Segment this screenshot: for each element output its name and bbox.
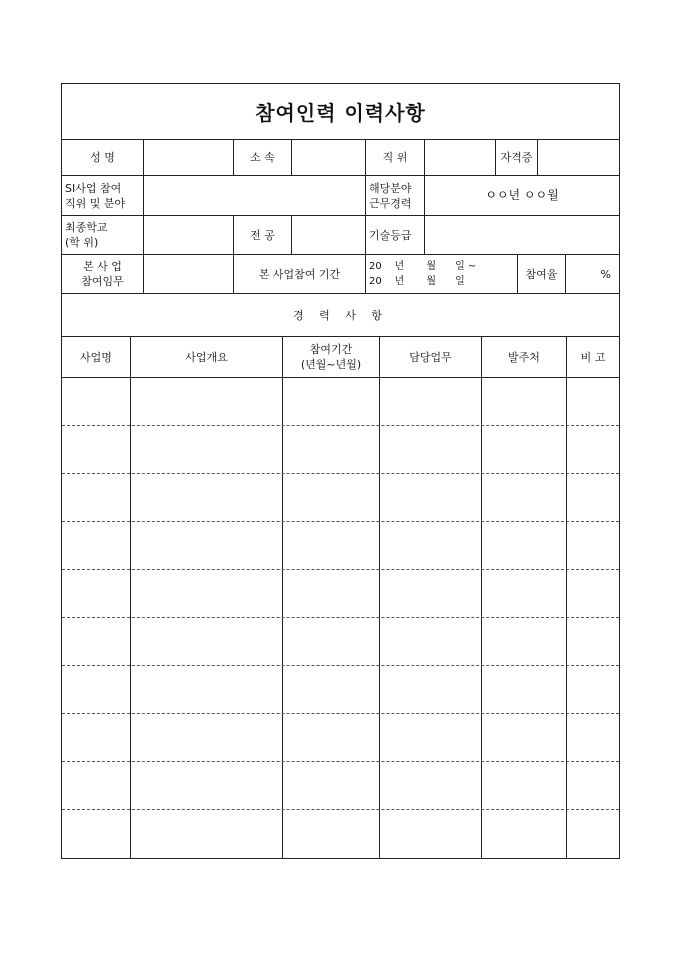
tech-grade-field[interactable] [424,216,619,255]
participation-period-field[interactable] [365,255,517,294]
table-row[interactable] [62,618,619,666]
school-label-line2: (학 위) [65,236,99,249]
school-label [62,216,143,255]
participation-rate-label: 참여율 [517,255,565,294]
duty-field[interactable] [143,255,233,294]
career-table-body [62,378,619,858]
position-field[interactable] [424,140,495,176]
period-end: 20 년 월 일 [369,276,465,287]
table-row[interactable] [62,762,619,810]
col-header-period-line2: (년월~년월) [300,358,362,371]
table-row[interactable] [62,474,619,522]
col-header-client: 발주처 [481,337,566,378]
period-label: 본 사업참여 기간 [233,255,365,294]
major-label: 전 공 [233,216,291,255]
school-field[interactable] [143,216,233,255]
col-header-period [282,337,379,378]
certificate-label: 자격증 [495,140,537,176]
col-header-summary: 사업개요 [130,337,282,378]
period-start: 20 년 월 일 ~ [369,261,477,272]
table-row[interactable] [62,810,619,858]
duty-label-line1: 본 사 업 [83,260,122,273]
col-header-project: 사업명 [62,337,130,378]
field-experience-value[interactable]: ㅇㅇ년 ㅇㅇ월 [424,176,619,216]
si-role-field[interactable] [143,176,365,216]
form-title: 참여인력 이력사항 [62,84,619,140]
table-row[interactable] [62,378,619,426]
si-role-label-line1: SI사업 참여 [65,181,122,195]
table-row[interactable] [62,714,619,762]
field-experience-label-line2: 근무경력 [369,196,412,210]
affiliation-field[interactable] [291,140,365,176]
si-role-label [62,176,143,216]
table-row[interactable] [62,666,619,714]
position-label: 직 위 [365,140,424,176]
duty-label [62,255,143,294]
tech-grade-label: 기술등급 [365,216,424,255]
field-experience-label-line1: 해당분야 [369,181,412,195]
percent-unit: % [600,267,611,281]
major-field[interactable] [291,216,365,255]
school-label-line1: 최종학교 [65,221,108,234]
career-section-title: 경 력 사 항 [62,294,619,337]
affiliation-label: 소 속 [233,140,291,176]
table-row[interactable] [62,522,619,570]
col-header-note: 비 고 [566,337,619,378]
field-experience-label [365,176,424,216]
certificate-field[interactable] [537,140,619,176]
participation-rate-field[interactable] [565,255,619,294]
name-label: 성 명 [62,140,143,176]
resume-form [61,83,620,859]
col-header-period-line1: 참여기간 [309,343,353,356]
table-row[interactable] [62,570,619,618]
duty-label-line2: 참여임무 [81,275,124,288]
si-role-label-line2: 직위 및 분야 [65,196,126,210]
name-field[interactable] [143,140,233,176]
col-header-duty: 담당업무 [379,337,481,378]
table-row[interactable] [62,426,619,474]
